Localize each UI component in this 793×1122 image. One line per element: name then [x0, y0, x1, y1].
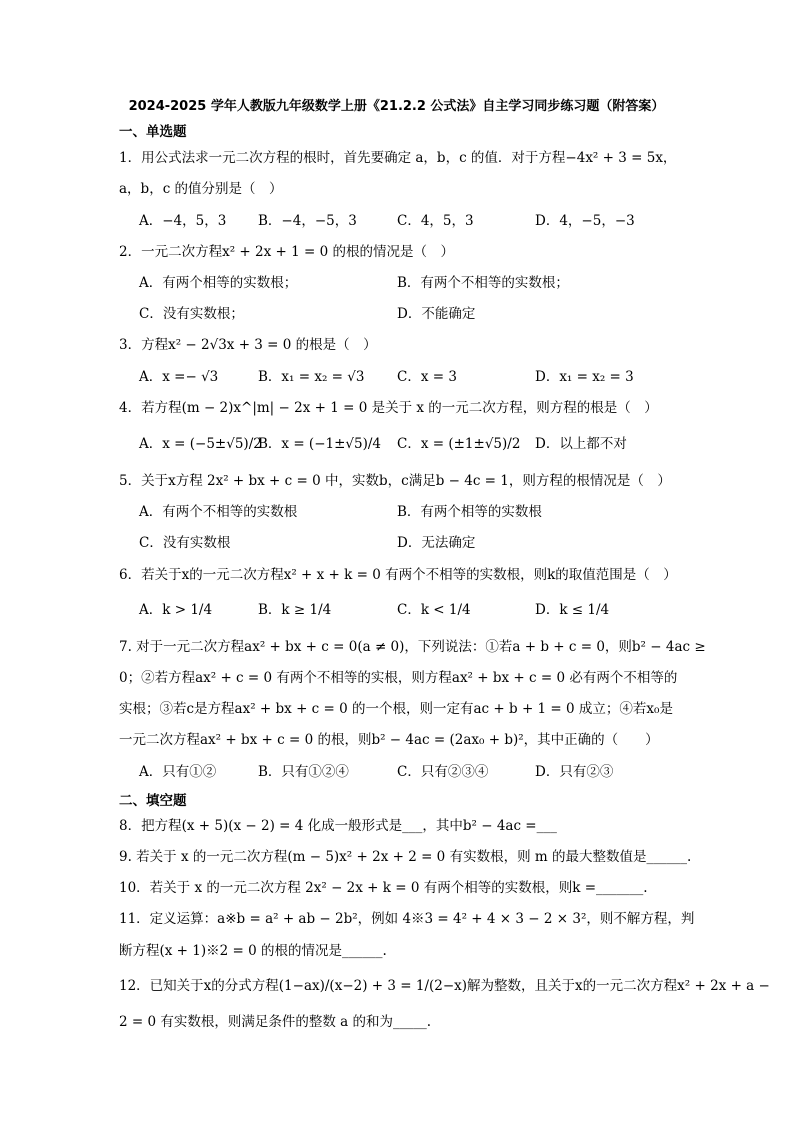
question-5-option-d: D．无法确定 [397, 535, 476, 551]
question-7-line-2: 0；②若方程ax² + c = 0 有两个不相等的实根，则方程ax² + bx + c = 0 必有两个不相等的 [119, 670, 678, 686]
question-7-line-4: 一元二次方程ax² + bx + c = 0 的根，则b² − 4ac = (2ax₀ + b)²，其中正确的（ ） [119, 732, 659, 748]
question-3-option-b: B．x₁ = x₂ = √3 [258, 369, 365, 385]
question-8-line-1: 8．把方程(x + 5)(x − 2) = 4 化成一般形式是___，其中b² − 4ac =___ [119, 818, 557, 834]
section-heading-single-choice: 一、单选题 [119, 124, 187, 140]
question-6-option-c: C．k < 1/4 [397, 602, 471, 618]
question-7-option-c: C．只有②③④ [397, 764, 489, 780]
question-5-line-1: 5．关于x方程 2x² + bx + c = 0 中，实数b，c满足b − 4c = 1，则方程的根情况是（ ） [119, 473, 671, 489]
question-1-line-1: 1．用公式法求一元二次方程的根时，首先要确定 a，b，c 的值．对于方程−4x² + 3 = 5x， [119, 150, 677, 166]
question-4-option-d: D．以上都不对 [535, 436, 627, 452]
question-4-option-b: B．x = (−1±√5)/4 [258, 436, 382, 452]
question-2-option-c: C．没有实数根； [139, 306, 244, 322]
question-9-line-1: 9. 若关于 x 的一元二次方程(m − 5)x² + 2x + 2 = 0 有实数根，则 m 的最大整数值是______. [119, 849, 692, 865]
question-11-line-1: 11．定义运算：a※b = a² + ab − 2b²，例如 4※3 = 4² + 4 × 3 − 2 × 3²，则不解方程，判 [119, 911, 695, 927]
question-6-option-d: D．k ≤ 1/4 [535, 602, 610, 618]
question-3-option-c: C．x = 3 [397, 369, 457, 385]
section-heading-fill-in: 二、填空题 [119, 793, 187, 809]
question-5-option-a: A．有两个不相等的实数根 [139, 504, 298, 520]
question-2-option-a: A．有两个相等的实数根； [139, 275, 298, 291]
question-7-option-a: A．只有①② [139, 764, 217, 780]
question-1-option-d: D．4，−5，−3 [535, 213, 635, 229]
question-3-option-a: A．x =− √3 [139, 369, 219, 385]
question-7-line-3: 实根；③若c是方程ax² + bx + c = 0 的一个根，则一定有ac + b + 1 = 0 成立；④若x₀是 [119, 701, 673, 717]
question-7-option-b: B．只有①②④ [258, 764, 349, 780]
question-6-line-1: 6．若关于x的一元二次方程x² + x + k = 0 有两个不相等的实数根，则k的取值范围是（ ） [119, 567, 677, 583]
question-4-option-c: C．x = (±1±√5)/2 [397, 436, 521, 452]
question-2-line-1: 2．一元二次方程x² + 2x + 1 = 0 的根的情况是（ ） [119, 244, 454, 260]
question-12-line-2: 2 = 0 有实数根，则满足条件的整数 a 的和为_____. [119, 1014, 432, 1030]
question-5-option-c: C．没有实数根 [139, 535, 231, 551]
question-6-option-a: A．k > 1/4 [139, 602, 213, 618]
question-2-option-d: D．不能确定 [397, 306, 476, 322]
question-1-option-b: B．−4，−5，3 [258, 213, 357, 229]
question-10-line-1: 10．若关于 x 的一元二次方程 2x² − 2x + k = 0 有两个相等的实数根，则k =_______. [119, 880, 648, 896]
document-title: 2024-2025 学年人教版九年级数学上册《21.2.2 公式法》自主学习同步练习题（附答案） [128, 99, 665, 114]
question-4-option-a: A．x = (−5±√5)/2 [139, 436, 262, 452]
question-1-line-2: a，b，c 的值分别是（ ） [119, 181, 283, 197]
question-5-option-b: B．有两个相等的实数根 [397, 504, 542, 520]
question-7-line-1: 7. 对于一元二次方程ax² + bx + c = 0(a ≠ 0)，下列说法：①若a + b + c = 0，则b² − 4ac ≥ [119, 639, 706, 655]
question-12-line-1: 12．已知关于x的分式方程(1−ax)/(x−2) + 3 = 1/(2−x)解为整数，且关于x的一元二次方程x² + 2x + a − [119, 978, 770, 994]
question-7-option-d: D．只有②③ [535, 764, 614, 780]
question-4-line-1: 4．若方程(m − 2)x^|m| − 2x + 1 = 0 是关于 x 的一元二次方程，则方程的根是（ ） [119, 400, 658, 416]
question-1-option-c: C．4，5，3 [397, 213, 474, 229]
question-6-option-b: B．k ≥ 1/4 [258, 602, 332, 618]
question-11-line-2: 断方程(x + 1)※2 = 0 的根的情况是______. [119, 943, 387, 959]
question-2-option-b: B．有两个不相等的实数根； [397, 275, 569, 291]
question-3-line-1: 3．方程x² − 2√3x + 3 = 0 的根是（ ） [119, 337, 377, 353]
question-3-option-d: D．x₁ = x₂ = 3 [535, 369, 634, 385]
question-1-option-a: A．−4，5，3 [139, 213, 227, 229]
